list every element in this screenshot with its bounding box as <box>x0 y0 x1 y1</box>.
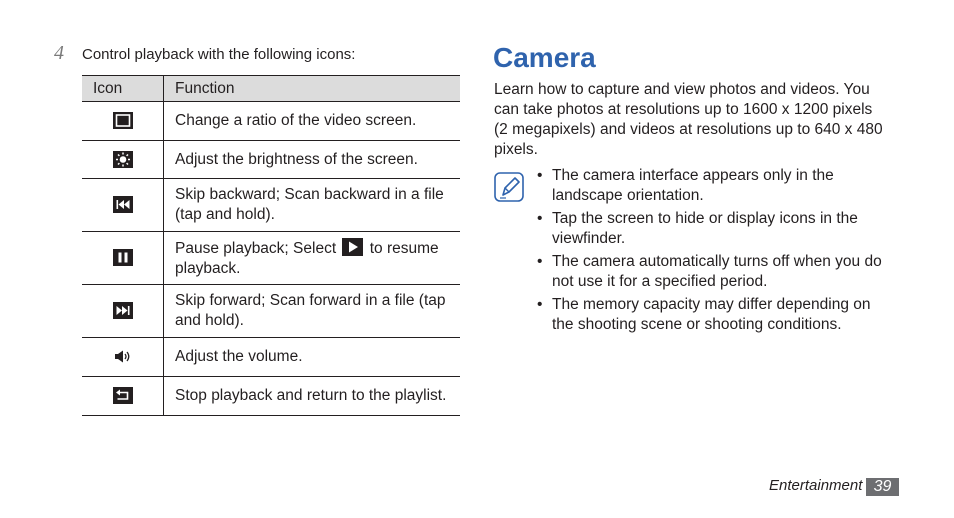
footer-section-label: Entertainment <box>769 477 863 494</box>
table-row <box>82 338 460 377</box>
table-row <box>82 232 460 285</box>
table-header-function: Function <box>164 76 461 102</box>
table-cell-function: Change a ratio of the video screen. <box>164 102 461 141</box>
section-intro: Learn how to capture and view photos and videos. You can take photos at resolutions up to 1600 x 1200 pixels (2 megapixels) and videos at resolutions up to 640 x 480 pixels. <box>494 81 883 158</box>
note-bullet-list <box>536 166 896 338</box>
return-icon <box>113 387 133 404</box>
table-cell-function: Adjust the brightness of the screen. <box>164 141 461 179</box>
step-number: 4 <box>54 42 64 64</box>
function-text-before: Pause playback; Select <box>175 239 337 257</box>
note-pencil-icon <box>494 172 524 202</box>
table-row <box>82 179 460 232</box>
table-header-row <box>82 76 460 102</box>
step-instruction: Control playback with the following icons: <box>82 46 356 63</box>
table-cell-function: Adjust the volume. <box>164 338 461 377</box>
skip-backward-icon <box>113 196 133 213</box>
list-item: • The camera automatically turns off when you do not use it for a specified period. <box>536 252 896 292</box>
volume-icon <box>113 348 133 365</box>
table-header-icon: Icon <box>82 76 164 102</box>
table-cell-function <box>164 232 461 285</box>
table-row <box>82 102 460 141</box>
play-icon <box>342 238 363 256</box>
playback-icons-table <box>82 75 460 416</box>
function-text-after: to resume playback. <box>175 239 439 277</box>
section-title: Camera <box>493 42 596 73</box>
screen-ratio-icon <box>113 112 133 129</box>
table-cell-function: Stop playback and return to the playlist. <box>164 377 461 416</box>
table-cell-function: Skip forward; Scan forward in a file (tap and hold). <box>164 285 461 338</box>
skip-forward-icon <box>113 302 133 319</box>
brightness-icon <box>113 151 133 168</box>
page-number-badge: 39 <box>866 478 899 496</box>
list-item: • The camera interface appears only in the landscape orientation. <box>536 166 896 206</box>
pause-icon <box>113 249 133 266</box>
table-row <box>82 141 460 179</box>
table-row <box>82 377 460 416</box>
list-item: • Tap the screen to hide or display icons in the viewfinder. <box>536 209 896 249</box>
table-cell-function: Skip backward; Scan backward in a file (tap and hold). <box>164 179 461 232</box>
table-row <box>82 285 460 338</box>
list-item: • The memory capacity may differ depending on the shooting scene or shooting conditions. <box>536 295 896 335</box>
